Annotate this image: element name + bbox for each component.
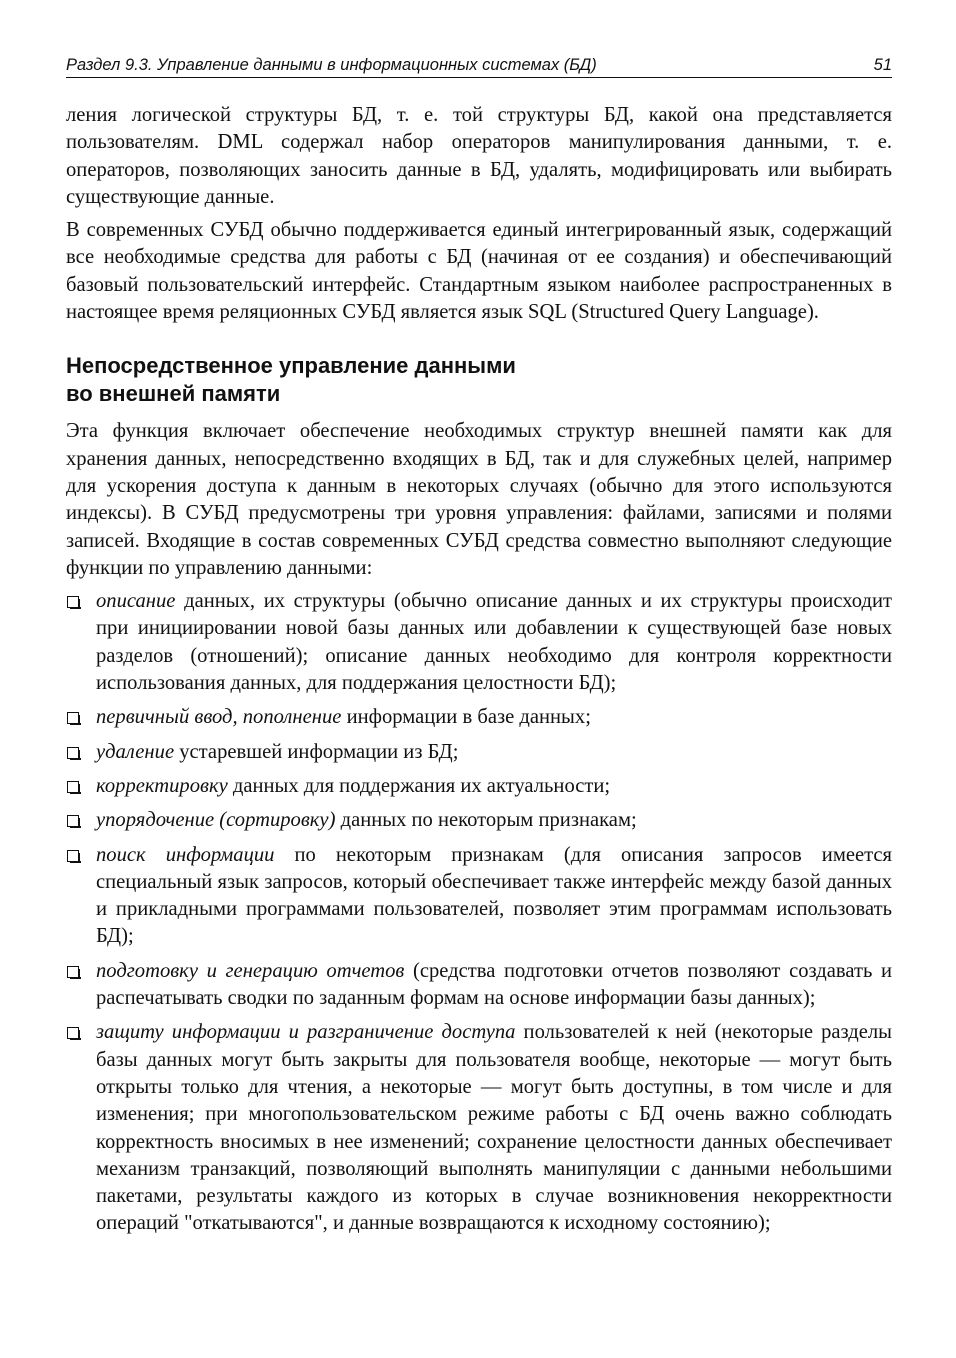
section-heading-line: во внешней памяти [66, 381, 281, 407]
list-item [66, 588, 892, 697]
section-heading-line: Непосредственное управление данными [66, 353, 516, 379]
checkbox-bullet-icon [67, 747, 79, 759]
list-item-term: удаление [96, 740, 175, 763]
page-number: 51 [873, 56, 892, 74]
list-item-term: защиту информации и разграничение доступа [96, 1021, 516, 1044]
checkbox-bullet-icon [67, 1027, 79, 1039]
section-heading [66, 352, 892, 408]
list-item-term: описание [96, 590, 176, 613]
list-item [66, 842, 892, 951]
running-header [66, 56, 892, 78]
section-intro: Эта функция включает обеспечение необходимых структур внешней памяти как для хранения данных, непосредственно входящих в БД, так и для служебных целей, например для ускорения доступа к данным в некоторых случаях (обычно для этого используются индексы). В СУБД предусмотрены три уровня управления: файлами, записями и полями записей. Входящие в состав современных СУБД средства совместно выполняют следующие функции по управлению данными: [66, 420, 892, 579]
checkbox-bullet-icon [67, 850, 79, 862]
list-item-text: устаревшей информации из БД; [174, 740, 459, 763]
list-item-text: пользователей к ней (некоторые разделы базы данных могут быть закрыты для пользователя вообще, некоторые — могут быть открыты только для чтения, а некоторые — могут быть доступны, в том числе и для изменения; при многопользовательском режиме работы с БД очень важно соблюдать корректность вносимых в нее изменений; сохранение целостности данных обеспечивает механизм транзакций, позволяющий выполнять манипуляции с данными небольшими пакетами, результаты каждого из которых в случае возникновения некорректности операций "откатываются", и данные возвращаются к исходному состоянию); [96, 1021, 893, 1235]
list-item [66, 739, 892, 766]
list-item-text: информации в базе данных; [341, 706, 591, 729]
list-item-text: данных по некоторым признакам; [335, 809, 637, 832]
list-item-text: данных для поддержания их актуальности; [227, 774, 611, 797]
list-item-term: первичный ввод, пополнение [96, 706, 342, 729]
function-list [66, 588, 892, 1238]
checkbox-bullet-icon [67, 596, 79, 608]
list-item [66, 1019, 892, 1237]
checkbox-bullet-icon [67, 966, 79, 978]
list-item-term: подготовку и генерацию отчетов [96, 959, 405, 982]
list-item-text: данных, их структуры (обычно описание данных и их структуры происходит при инициировании новой базы данных или добавлении к существующей базе новых разделов (отношений); описание данных необходимо для контроля корректности использования данных, для поддержания целостности БД); [96, 590, 892, 695]
list-item-term: поиск информации [96, 843, 275, 866]
running-header-title: Раздел 9.3. Управление данными в информационных системах (БД) [66, 56, 597, 74]
checkbox-bullet-icon [67, 815, 79, 827]
list-item-term: упорядочение (сортировку) [96, 809, 336, 832]
list-item [66, 807, 892, 834]
list-item-text: по некоторым признакам (для описания запросов имеется специальный язык запросов, который обеспечивает также интерфейс между базой данных и прикладными программами пользователей, позволяет этим программам использовать БД); [96, 843, 892, 948]
list-item-text: (средства подготовки отчетов позволяют создавать и распечатывать сводки по заданным формам на основе информации базы данных); [96, 959, 892, 1010]
paragraph: ления логической структуры БД, т. е. той структуры БД, какой она представляется пользователям. DML содержал набор операторов манипулирования данными, т. е. операторов, позволяющих заносить данные в БД, удалять, модифицировать или выбирать существующие данные. [66, 104, 892, 208]
paragraph: В современных СУБД обычно поддерживается единый интегрированный язык, содержащий все необходимые средства для работы с БД (начиная от ее создания) и обеспечивающий базовый пользовательский интерфейс. Стандартным языком наиболее распространенных в настоящее время реляционных СУБД является язык SQL (Structured Query Language). [66, 219, 892, 324]
checkbox-bullet-icon [67, 712, 79, 724]
page-content [66, 102, 892, 1245]
list-item-term: корректировку [96, 774, 228, 797]
list-item [66, 773, 892, 800]
list-item [66, 704, 892, 731]
list-item [66, 958, 892, 1013]
checkbox-bullet-icon [67, 781, 79, 793]
